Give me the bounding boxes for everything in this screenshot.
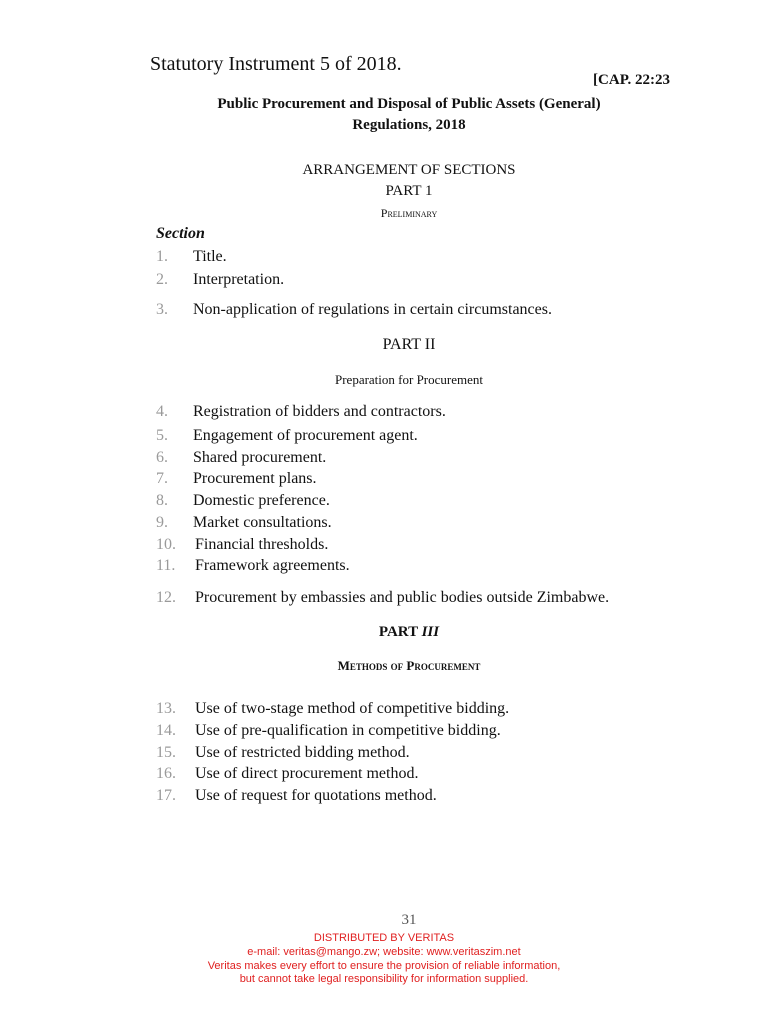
item-number: 5. (156, 427, 168, 444)
item-number: 2. (156, 271, 168, 288)
item-number: 12. (156, 589, 176, 606)
section-label: Section (156, 225, 205, 242)
part-3-subheading: Methods of Procurement (337, 658, 481, 673)
item-text: Shared procurement. (193, 449, 327, 466)
footer-distributor: DISTRIBUTED BY VERITAS (313, 932, 455, 944)
item-number: 11. (156, 557, 176, 574)
regulations-title-line-2: Regulations, 2018 (352, 117, 466, 133)
item-text: Engagement of procurement agent. (193, 427, 418, 444)
part-2-subheading: Preparation for Procurement (334, 372, 483, 387)
chapter-reference: [CAP. 22:23 (593, 72, 670, 88)
item-text: Use of request for quotations method. (195, 787, 437, 804)
item-text: Market consultations. (193, 514, 332, 531)
item-number: 4. (156, 403, 168, 420)
instrument-title: Statutory Instrument 5 of 2018. (150, 53, 402, 75)
item-number: 6. (156, 449, 168, 466)
item-number: 7. (156, 470, 168, 487)
item-text: Use of pre-qualification in competitive bidding. (195, 722, 501, 739)
part-3-roman: III (421, 624, 440, 640)
item-text: Interpretation. (193, 271, 285, 288)
item-number: 9. (156, 514, 168, 531)
item-number: 1. (156, 248, 168, 265)
item-number: 13. (156, 700, 176, 717)
item-text: Domestic preference. (193, 492, 330, 509)
part-3-heading (0, 624, 768, 641)
item-number: 8. (156, 492, 168, 509)
part-1-subheading: Preliminary (380, 206, 438, 220)
item-number: 10. (156, 536, 176, 553)
item-number: 15. (156, 744, 176, 761)
part-1-heading: PART 1 (385, 183, 433, 199)
item-number: 14. (156, 722, 176, 739)
footer-disclaimer-2: but cannot take legal responsibility for information supplied. (239, 973, 529, 985)
arrangement-heading: ARRANGEMENT OF SECTIONS (302, 162, 516, 178)
item-text: Financial thresholds. (195, 536, 329, 553)
footer-disclaimer-1: Veritas makes every effort to ensure the provision of reliable information, (207, 960, 561, 972)
item-text: Procurement by embassies and public bodies outside Zimbabwe. (195, 589, 610, 606)
item-text: Use of two-stage method of competitive bidding. (195, 700, 510, 717)
page-number: 31 (401, 912, 417, 928)
regulations-title-line-1: Public Procurement and Disposal of Public Assets (General) (217, 96, 601, 112)
item-number: 16. (156, 765, 176, 782)
item-text: Title. (193, 248, 227, 265)
item-number: 17. (156, 787, 176, 804)
part-2-heading: PART II (382, 336, 436, 353)
footer-contact: e-mail: veritas@mango.zw; website: www.veritaszim.net (247, 946, 521, 958)
item-text: Registration of bidders and contractors. (193, 403, 446, 420)
item-text: Framework agreements. (195, 557, 350, 574)
item-text: Use of restricted bidding method. (195, 744, 410, 761)
item-number: 3. (156, 301, 168, 318)
part-3-prefix: PART (378, 624, 418, 640)
item-text: Non-application of regulations in certain circumstances. (193, 301, 552, 318)
item-text: Use of direct procurement method. (195, 765, 419, 782)
item-text: Procurement plans. (193, 470, 317, 487)
